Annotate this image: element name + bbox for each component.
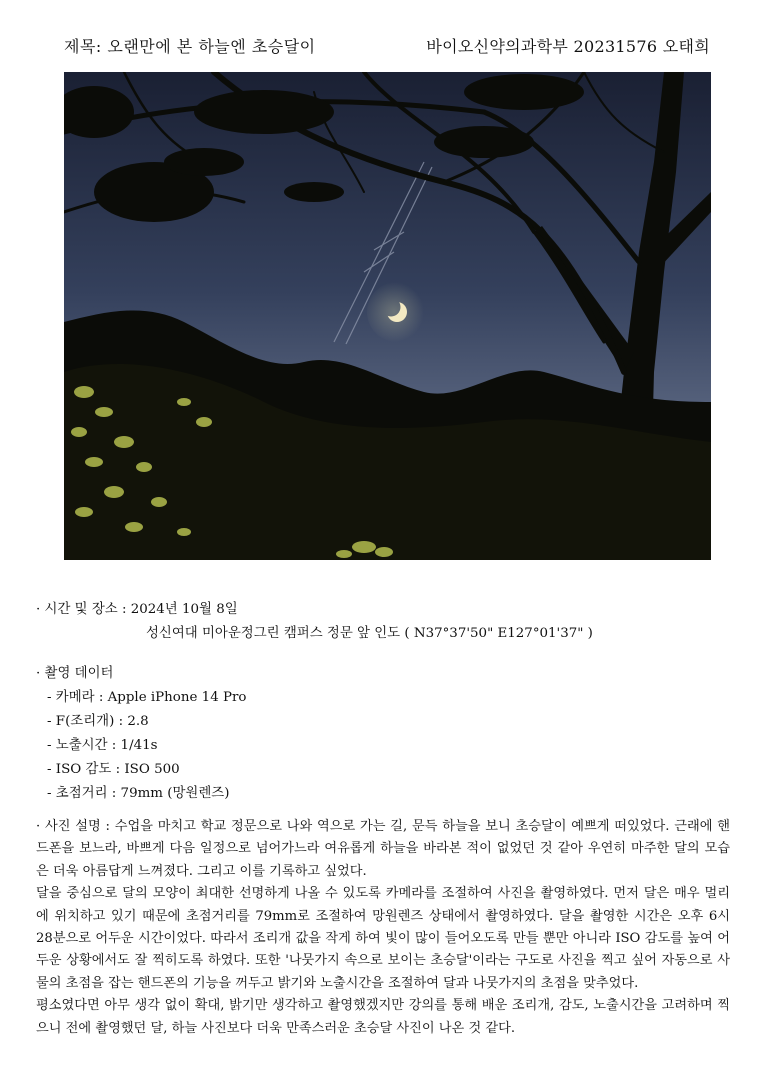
shooting-data-title: · 촬영 데이터 <box>36 666 114 681</box>
shooting-item-exposure: - 노출시간 : 1/41s <box>47 738 158 753</box>
shooting-item-iso: - ISO 감도 : ISO 500 <box>47 762 180 777</box>
author-info: 바이오신약의과학부 20231576 오태희 <box>426 37 710 56</box>
shooting-item-focal-length: - 초점거리 : 79mm (망원렌즈) <box>47 786 230 801</box>
photo-description <box>36 816 730 1040</box>
description-paragraph-1: · 사진 설명 : 수업을 마치고 학교 정문으로 나와 역으로 가는 길, 문득 하늘을 보니 초승달이 예쁘게 떠있었다. 근래에 핸드폰을 보느라, 바쁘게 다음 일정으로 넘어가느라 여유롭게 하늘을 바라본 적이 없었던 것 같아 우연히 마주한 달의 모습은 더욱 아름답게 느껴졌다. 그리고 이를 기록하고 싶었다. <box>36 819 730 879</box>
shooting-item-camera: - 카메라 : Apple iPhone 14 Pro <box>47 690 247 705</box>
shooting-item-aperture: - F(조리개) : 2.8 <box>47 714 149 729</box>
time-place-line: · 시간 및 장소 : 2024년 10월 8일 <box>36 602 238 617</box>
time-place-section <box>36 598 593 646</box>
shooting-data-section <box>36 662 246 806</box>
location-line: 성신여대 미아운정그린 캠퍼스 정문 앞 인도 ( N37°37'50" E127°01'37" ) <box>146 626 593 641</box>
crescent-moon-photo <box>64 72 711 560</box>
document-title: 제목: 오랜만에 본 하늘엔 초승달이 <box>64 37 316 56</box>
description-paragraph-3: 평소였다면 아무 생각 없이 확대, 밝기만 생각하고 촬영했겠지만 강의를 통해 배운 조리개, 감도, 노출시간을 고려하며 찍으니 전에 촬영했던 달, 하늘 사진보다 더욱 만족스러운 초승달 사진이 나온 것 같다. <box>36 998 730 1036</box>
description-paragraph-2: 달을 중심으로 달의 모양이 최대한 선명하게 나올 수 있도록 카메라를 조절하여 사진을 촬영하였다. 먼저 달은 매우 멀리에 위치하고 있기 때문에 초점거리를 79mm로 조절하여 망원렌즈 상태에서 촬영하였다. 달을 촬영한 시간은 오후 6시 28분으로 어두운 시간이었다. 따라서 조리개 값을 작게 하여 빛이 많이 들어오도록 만들 뿐만 아니라 ISO 감도를 높여 어두운 상황에서도 잘 찍히도록 하였다. 또한 '나뭇가지 속으로 보이는 초승달'이라는 구도로 사진을 찍고 싶어 자동으로 사물의 초점을 잡는 핸드폰의 기능을 꺼두고 밝기와 노출시간을 조절하여 달과 나뭇가지의 초점을 맞추었다. <box>36 886 730 991</box>
